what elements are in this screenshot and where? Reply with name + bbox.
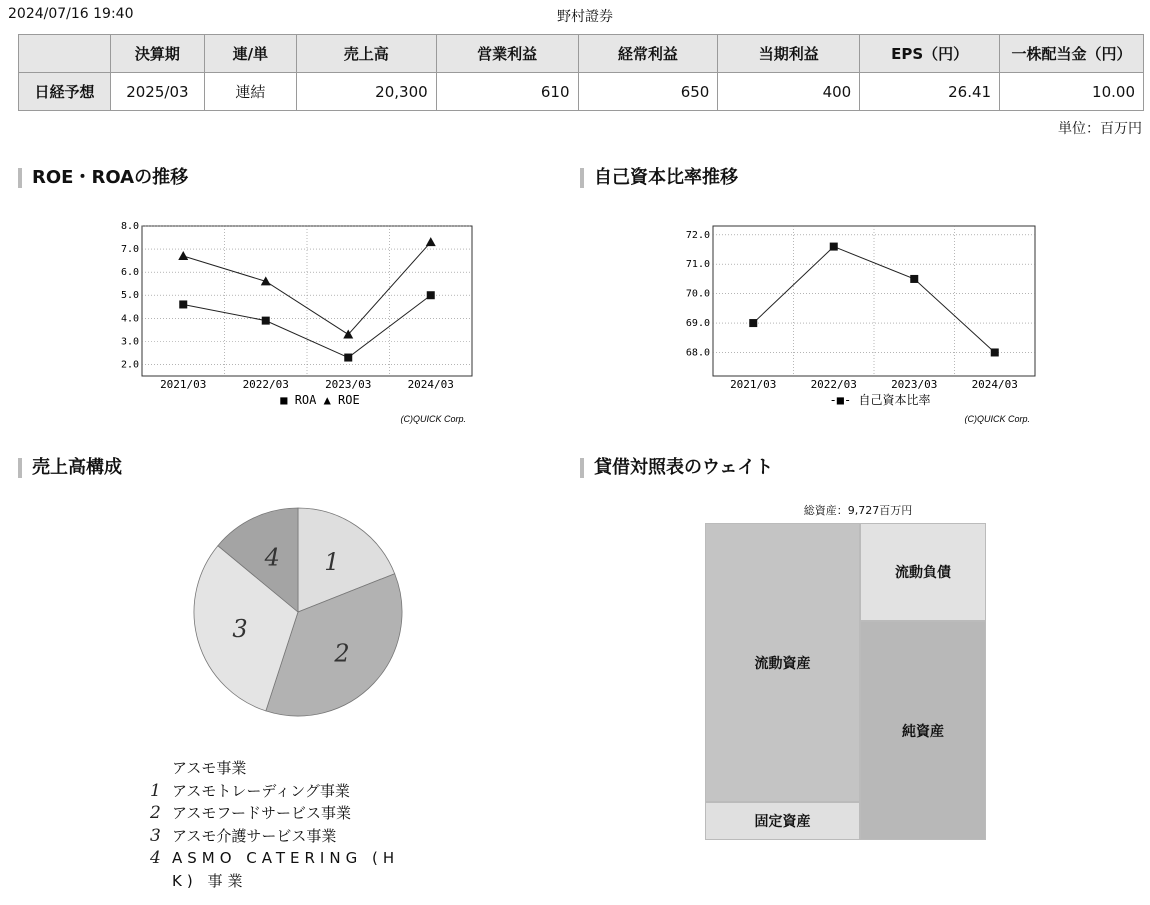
y-tick-label: 6.0 xyxy=(120,267,139,279)
y-tick-label: 68.0 xyxy=(685,347,710,359)
roe-roa-credit: (C)QUICK Corp. xyxy=(400,414,466,424)
header-cell: 一株配当金（円） xyxy=(1000,35,1144,73)
section-title-balance-sheet: 貸借対照表のウェイト xyxy=(580,458,773,478)
x-tick-label: 2023/03 xyxy=(891,378,938,391)
fixed-assets-label: 固定資産 xyxy=(754,814,811,830)
y-tick-label: 70.0 xyxy=(685,288,710,300)
header-cell: 連/単 xyxy=(204,35,296,73)
total-assets-label: 総資産：9,727百万円 xyxy=(803,504,913,517)
net-assets-label: 純資産 xyxy=(902,723,944,740)
list-item xyxy=(150,780,399,803)
legend-title: アスモ事業 xyxy=(172,759,247,777)
y-tick-label: 8.0 xyxy=(120,221,139,232)
section-title-sales-mix: 売上高構成 xyxy=(18,458,122,478)
x-tick-label: 2021/03 xyxy=(160,378,207,391)
legend-text: アスモフードサービス事業 xyxy=(172,804,351,822)
pie-slice-label: 1 xyxy=(324,548,340,577)
header-cell: 営業利益 xyxy=(436,35,578,73)
y-tick-label: 3.0 xyxy=(120,336,139,348)
ordinary-profit-cell: 650 xyxy=(578,73,718,111)
x-tick-label: 2022/03 xyxy=(810,378,857,391)
legend-text: K) 事業 xyxy=(172,871,248,890)
eps-cell: 26.41 xyxy=(860,73,1000,111)
list-item xyxy=(150,825,399,848)
equity-ratio-legend: -■- 自己資本比率 xyxy=(829,393,931,407)
list-item-continued xyxy=(172,870,399,893)
fixed-assets-block xyxy=(705,802,860,840)
dividend-cell: 10.00 xyxy=(1000,73,1144,111)
sales-mix-legend xyxy=(150,757,400,892)
period-cell: 2025/03 xyxy=(110,73,204,111)
current-assets-label: 流動資産 xyxy=(754,655,811,672)
legend-text: アスモトレーディング事業 xyxy=(172,781,350,800)
x-tick-label: 2024/03 xyxy=(971,378,1018,391)
legend-number: 3 xyxy=(150,825,161,846)
sales-mix-pie xyxy=(194,508,402,716)
header-cell: 決算期 xyxy=(110,35,204,73)
net-profit-cell: 400 xyxy=(718,73,860,111)
header-cell: EPS（円） xyxy=(860,35,1000,73)
header-cell: 売上高 xyxy=(296,35,436,73)
data-point-square xyxy=(991,348,999,356)
legend-text: ASMO CATERING (H xyxy=(172,849,400,867)
header-cell: 当期利益 xyxy=(718,35,860,73)
current-liabilities-label: 流動負債 xyxy=(895,565,951,581)
pie-slice-label: 4 xyxy=(264,543,280,572)
data-point-square xyxy=(830,243,838,251)
x-tick-label: 2022/03 xyxy=(242,378,289,391)
y-tick-label: 5.0 xyxy=(120,290,139,302)
legend-text: アスモ介護サービス事業 xyxy=(172,826,337,845)
legend-number: 2 xyxy=(150,803,161,823)
operating-profit-cell: 610 xyxy=(436,73,578,111)
y-tick-label: 69.0 xyxy=(685,318,710,330)
data-point-square xyxy=(262,317,270,325)
net-assets-block xyxy=(860,621,986,840)
data-point-square xyxy=(749,319,757,327)
equity-ratio-credit: (C)QUICK Corp. xyxy=(964,414,1030,424)
data-point-square xyxy=(179,300,187,308)
y-tick-label: 2.0 xyxy=(120,359,139,371)
legend-number: 4 xyxy=(150,848,161,868)
list-item xyxy=(150,802,399,825)
data-point-square xyxy=(910,275,918,283)
legend-number: 1 xyxy=(150,780,161,801)
print-timestamp: 2024/07/16 19:40 xyxy=(8,6,134,22)
y-tick-label: 72.0 xyxy=(685,229,710,241)
row-label: 日経予想 xyxy=(19,73,111,111)
current-liabilities-block xyxy=(860,523,986,621)
x-tick-label: 2024/03 xyxy=(407,378,454,391)
data-point-square xyxy=(427,291,435,299)
pie-slice-label: 3 xyxy=(232,614,248,643)
current-assets-block xyxy=(705,523,860,802)
equity-ratio-chart xyxy=(686,226,1035,391)
pie-slice-label: 2 xyxy=(334,639,350,668)
type-cell: 連結 xyxy=(204,73,296,111)
x-tick-label: 2023/03 xyxy=(325,378,372,391)
data-point-square xyxy=(344,354,352,362)
y-tick-label: 7.0 xyxy=(120,244,139,256)
y-tick-label: 4.0 xyxy=(120,313,139,325)
x-tick-label: 2021/03 xyxy=(730,378,777,391)
broker-name: 野村證券 xyxy=(557,9,613,25)
header-cell: 経常利益 xyxy=(578,35,718,73)
roe-roa-chart xyxy=(121,221,472,391)
unit-label: 単位：百万円 xyxy=(1058,121,1142,137)
sales-cell: 20,300 xyxy=(296,73,436,111)
list-item xyxy=(150,847,400,870)
section-title-roe-roa: ROE・ROAの推移 xyxy=(18,168,188,188)
y-tick-label: 71.0 xyxy=(685,259,710,271)
section-title-equity-ratio: 自己資本比率推移 xyxy=(580,168,738,188)
roe-roa-legend: ■ ROA ▲ ROE xyxy=(280,393,360,407)
